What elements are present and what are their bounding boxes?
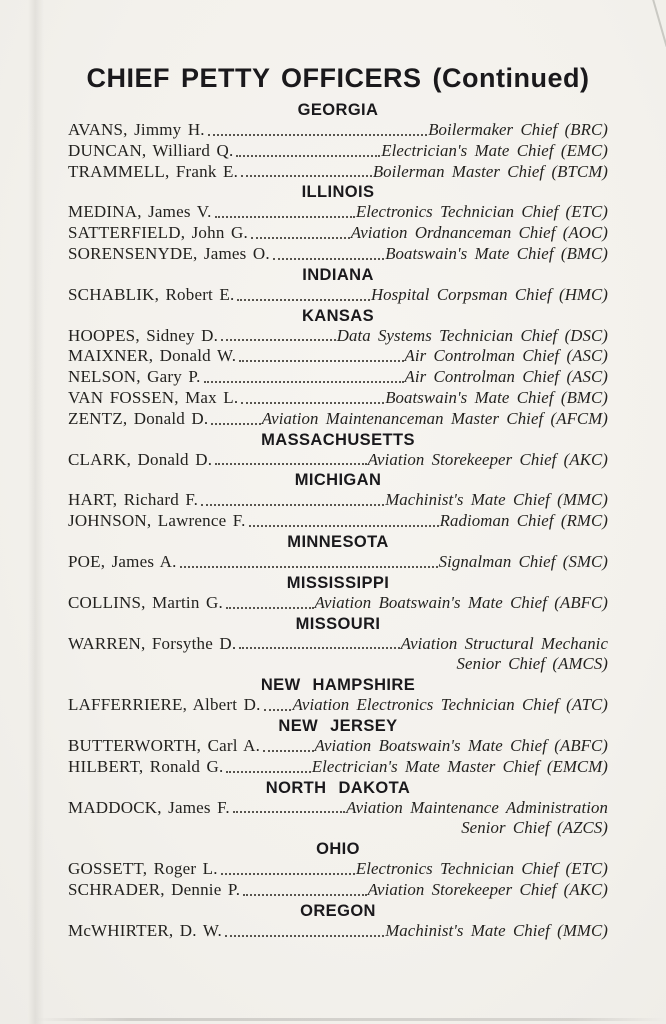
- officer-rating: Machinist's Mate Chief (MMC): [385, 490, 608, 510]
- state-section: [68, 265, 608, 306]
- dotted-leader: [273, 258, 384, 260]
- roster-row-continuation: [68, 818, 608, 839]
- officer-name: NELSON, Gary P.: [68, 367, 201, 387]
- dotted-leader: [215, 463, 366, 465]
- dotted-leader: [221, 339, 336, 341]
- roster-row-continuation: [68, 654, 608, 675]
- roster-row: [68, 223, 608, 244]
- officer-name: GOSSETT, Roger L.: [68, 859, 218, 879]
- officer-name: MAIXNER, Donald W.: [68, 346, 237, 366]
- dotted-leader: [201, 504, 384, 506]
- state-section: [68, 901, 608, 942]
- dotted-leader: [243, 894, 366, 896]
- dotted-leader: [241, 175, 372, 177]
- state-section: [68, 573, 608, 614]
- dotted-leader: [215, 216, 355, 218]
- officer-rating: Aviation Maintenance Administration: [346, 797, 608, 817]
- state-section: [68, 306, 608, 430]
- roster-row: [68, 202, 608, 223]
- dotted-leader: [239, 360, 403, 362]
- officer-name: WARREN, Forsythe D.: [68, 633, 237, 653]
- roster-row: [68, 120, 608, 141]
- officer-rating: Boilermaker Chief (BRC): [428, 120, 608, 139]
- roster-row: [68, 552, 608, 573]
- officer-name: POE, James A.: [68, 551, 177, 571]
- dotted-leader: [263, 750, 313, 752]
- officer-name: VAN FOSSEN, Max L.: [68, 387, 239, 407]
- officer-name: COLLINS, Martin G.: [68, 592, 223, 612]
- officer-rating-continued: Senior Chief (AZCS): [461, 818, 608, 838]
- officer-name: SCHRADER, Dennie P.: [68, 879, 241, 899]
- dotted-leader: [180, 566, 438, 568]
- officer-rating: Boatswain's Mate Chief (BMC): [385, 243, 608, 263]
- state-header: ILLINOIS: [301, 183, 375, 202]
- officer-rating: Air Controlman Chief (ASC): [404, 367, 608, 387]
- state-section: [68, 716, 608, 778]
- dotted-leader: [241, 402, 384, 404]
- officer-rating: Aviation Storekeeper Chief (AKC): [367, 879, 608, 899]
- state-section: [68, 470, 608, 532]
- officer-name: MADDOCK, James F.: [68, 797, 230, 817]
- roster-row: [68, 388, 608, 409]
- state-section: [68, 778, 608, 840]
- dotted-leader: [211, 423, 260, 425]
- officer-rating: Data Systems Technician Chief (DSC): [336, 325, 608, 345]
- officer-rating: Electrician's Mate Chief (EMC): [381, 140, 608, 160]
- roster-row: [68, 798, 608, 819]
- roster-row: [68, 593, 608, 614]
- officer-rating: Boilerman Master Chief (BTCM): [372, 161, 608, 181]
- officer-rating-continued: Senior Chief (AMCS): [456, 654, 608, 674]
- officer-name: SCHABLIK, Robert E.: [68, 284, 235, 304]
- state-section: [68, 614, 608, 676]
- officer-rating: Aviation Storekeeper Chief (AKC): [367, 449, 608, 469]
- officer-name: DUNCAN, Williard Q.: [68, 140, 234, 160]
- state-header: MICHIGAN: [294, 471, 382, 490]
- dotted-leader: [221, 873, 355, 875]
- officer-name: SATTERFIELD, John G.: [68, 223, 248, 243]
- officer-rating: Aviation Boatswain's Mate Chief (ABFC): [314, 735, 608, 755]
- state-header: INDIANA: [302, 265, 374, 284]
- roster-row: [68, 346, 608, 367]
- dotted-leader: [225, 935, 384, 937]
- officer-rating: Signalman Chief (SMC): [438, 551, 608, 571]
- roster-row: [68, 757, 608, 778]
- state-header: MISSOURI: [295, 614, 381, 633]
- officer-name: TRAMMELL, Frank E.: [68, 161, 239, 181]
- officer-name: HOOPES, Sidney D.: [68, 325, 219, 345]
- state-header: NEW HAMPSHIRE: [260, 676, 416, 695]
- roster-row: [68, 141, 608, 162]
- officer-rating: Aviation Electronics Technician Chief (ATC): [292, 695, 608, 715]
- state-header: NEW JERSEY: [278, 716, 398, 735]
- roster-row: [68, 326, 608, 347]
- roster-row: [68, 162, 608, 183]
- officer-rating: Electronics Technician Chief (ETC): [355, 202, 608, 222]
- roster-row: [68, 244, 608, 265]
- roster-row: [68, 880, 608, 901]
- officer-rating: Electronics Technician Chief (ETC): [355, 859, 608, 879]
- dotted-leader: [208, 134, 427, 136]
- officer-name: SORENSENYDE, James O.: [68, 243, 270, 263]
- officer-name: LAFFERRIERE, Albert D.: [68, 695, 261, 715]
- state-section: [68, 182, 608, 264]
- officer-name: MEDINA, James V.: [68, 202, 212, 222]
- state-section: [68, 100, 608, 182]
- officer-name: CLARK, Donald D.: [68, 449, 213, 469]
- roster-list: [68, 100, 608, 942]
- officer-rating: Machinist's Mate Chief (MMC): [385, 920, 608, 940]
- roster-row: [68, 490, 608, 511]
- officer-rating: Air Controlman Chief (ASC): [404, 346, 608, 366]
- officer-rating: Electrician's Mate Master Chief (EMCM): [311, 756, 608, 776]
- state-section: [68, 839, 608, 901]
- officer-rating: Aviation Maintenanceman Master Chief (AFCM): [261, 408, 608, 428]
- officer-rating: Aviation Ordnanceman Chief (AOC): [350, 223, 608, 243]
- officer-name: HART, Richard F.: [68, 490, 199, 510]
- dotted-leader: [233, 811, 345, 813]
- state-header: MINNESOTA: [287, 532, 389, 551]
- state-header: KANSAS: [301, 306, 375, 325]
- dotted-leader: [249, 525, 439, 527]
- dotted-leader: [237, 299, 369, 301]
- dotted-leader: [264, 709, 292, 711]
- officer-rating: Boatswain's Mate Chief (BMC): [385, 387, 608, 407]
- state-section: [68, 532, 608, 573]
- state-header: GEORGIA: [297, 101, 379, 119]
- officer-rating: Hospital Corpsman Chief (HMC): [370, 284, 608, 304]
- officer-rating: Aviation Structural Mechanic: [400, 633, 608, 653]
- roster-row: [68, 859, 608, 880]
- state-header: MISSISSIPPI: [286, 573, 390, 592]
- roster-row: [68, 367, 608, 388]
- state-section: [68, 430, 608, 471]
- dotted-leader: [204, 381, 404, 383]
- roster-row: [68, 450, 608, 471]
- dotted-leader: [251, 237, 350, 239]
- dotted-leader: [239, 647, 399, 649]
- officer-name: BUTTERWORTH, Carl A.: [68, 735, 261, 755]
- officer-name: JOHNSON, Lawrence F.: [68, 511, 246, 531]
- page-content: [68, 64, 608, 942]
- state-header: OHIO: [316, 840, 360, 859]
- dotted-leader: [226, 771, 310, 773]
- officer-name: ZENTZ, Donald D.: [68, 408, 209, 428]
- page-corner-curl-mark: [650, 0, 666, 47]
- page-gutter-shadow: [28, 0, 44, 1024]
- page-bottom-edge-shadow: [36, 1018, 666, 1021]
- dotted-leader: [236, 155, 380, 157]
- officer-rating: Radioman Chief (RMC): [439, 511, 608, 531]
- state-header: NORTH DAKOTA: [265, 778, 411, 797]
- roster-row: [68, 921, 608, 942]
- officer-name: AVANS, Jimmy H.: [68, 120, 205, 139]
- roster-row: [68, 736, 608, 757]
- roster-row: [68, 634, 608, 655]
- officer-name: HILBERT, Ronald G.: [68, 756, 224, 776]
- roster-row: [68, 695, 608, 716]
- dotted-leader: [226, 607, 314, 609]
- state-header: OREGON: [300, 901, 376, 920]
- officer-rating: Aviation Boatswain's Mate Chief (ABFC): [314, 592, 608, 612]
- roster-row: [68, 511, 608, 532]
- officer-name: McWHIRTER, D. W.: [68, 920, 222, 940]
- state-section: [68, 675, 608, 716]
- state-header: MASSACHUSETTS: [261, 430, 415, 449]
- roster-row: [68, 285, 608, 306]
- roster-row: [68, 409, 608, 430]
- page-title: CHIEF PETTY OFFICERS (Continued): [86, 63, 590, 93]
